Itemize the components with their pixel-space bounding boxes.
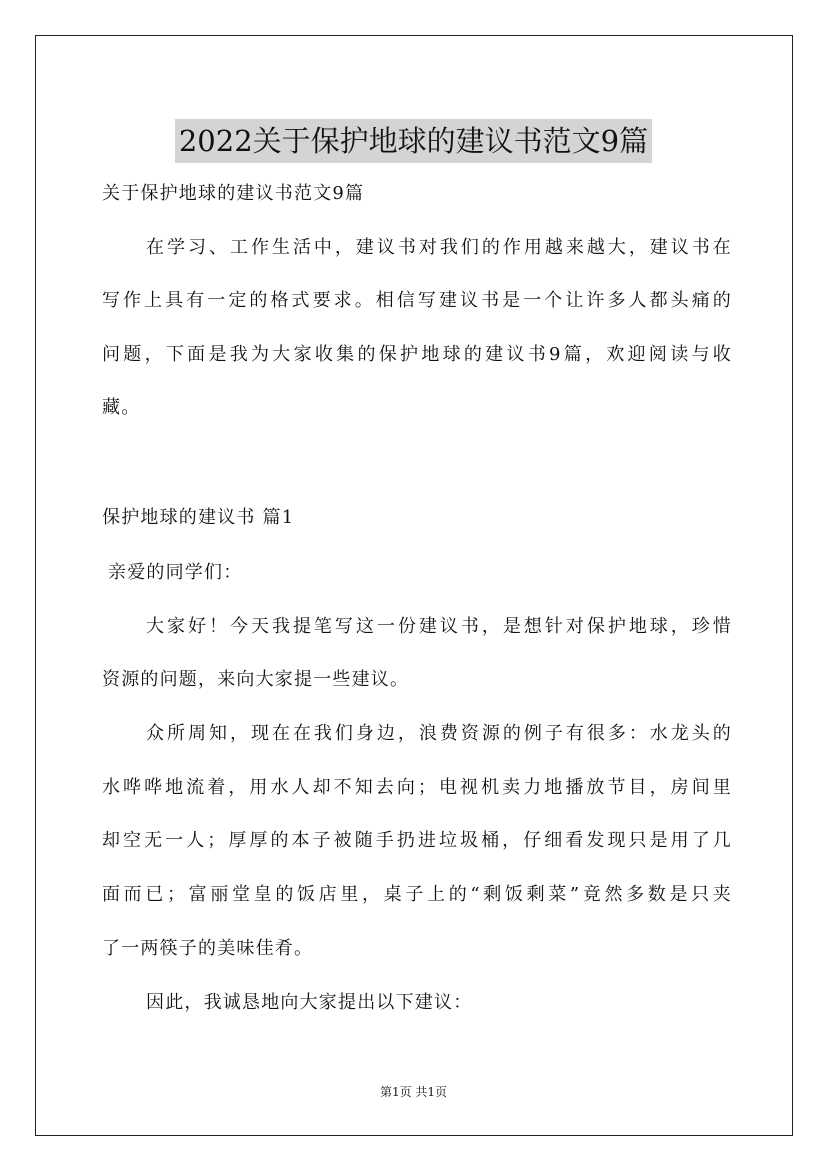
- intro-line-4: 藏。: [102, 397, 141, 418]
- title-container: [0, 100, 827, 183]
- intro-line-2: 写作上具有一定的格式要求。相信写建议书是一个让许多人都头痛的: [102, 290, 732, 311]
- para2-line-1: 众所周知，现在在我们身边，浪费资源的例子有很多：水龙头的: [146, 723, 732, 744]
- page-footer: 第1页 共1页: [379, 1085, 448, 1099]
- para1-line-2: 资源的问题，来向大家提一些建议。: [102, 669, 410, 690]
- document-title: 2022关于保护地球的建议书范文9篇: [175, 119, 652, 163]
- para2-line-2: 水哗哗地流着，用水人却不知去向；电视机卖力地播放节目，房间里: [102, 777, 732, 798]
- para2-line-3: 却空无一人；厚厚的本子被随手扔进垃圾桶，仔细看发现只是用了几: [102, 830, 732, 851]
- document-subtitle: 关于保护地球的建议书范文9篇: [102, 183, 365, 204]
- intro-line-1: 在学习、工作生活中，建议书对我们的作用越来越大，建议书在: [146, 237, 732, 258]
- greeting: 亲爱的同学们：: [108, 562, 243, 583]
- intro-line-3: 问题，下面是我为大家收集的保护地球的建议书9篇，欢迎阅读与收: [102, 344, 732, 365]
- para3: 因此，我诚恳地向大家提出以下建议：: [146, 992, 473, 1013]
- para2-line-4: 面而已；富丽堂皇的饭店里，桌子上的“剩饭剩菜”竟然多数是只夹: [102, 884, 732, 905]
- para1-line-1: 大家好！今天我提笔写这一份建议书，是想针对保护地球，珍惜: [146, 616, 732, 637]
- section-heading: 保护地球的建议书 篇1: [102, 507, 295, 528]
- para2-line-5: 了一两筷子的美味佳肴。: [102, 938, 314, 959]
